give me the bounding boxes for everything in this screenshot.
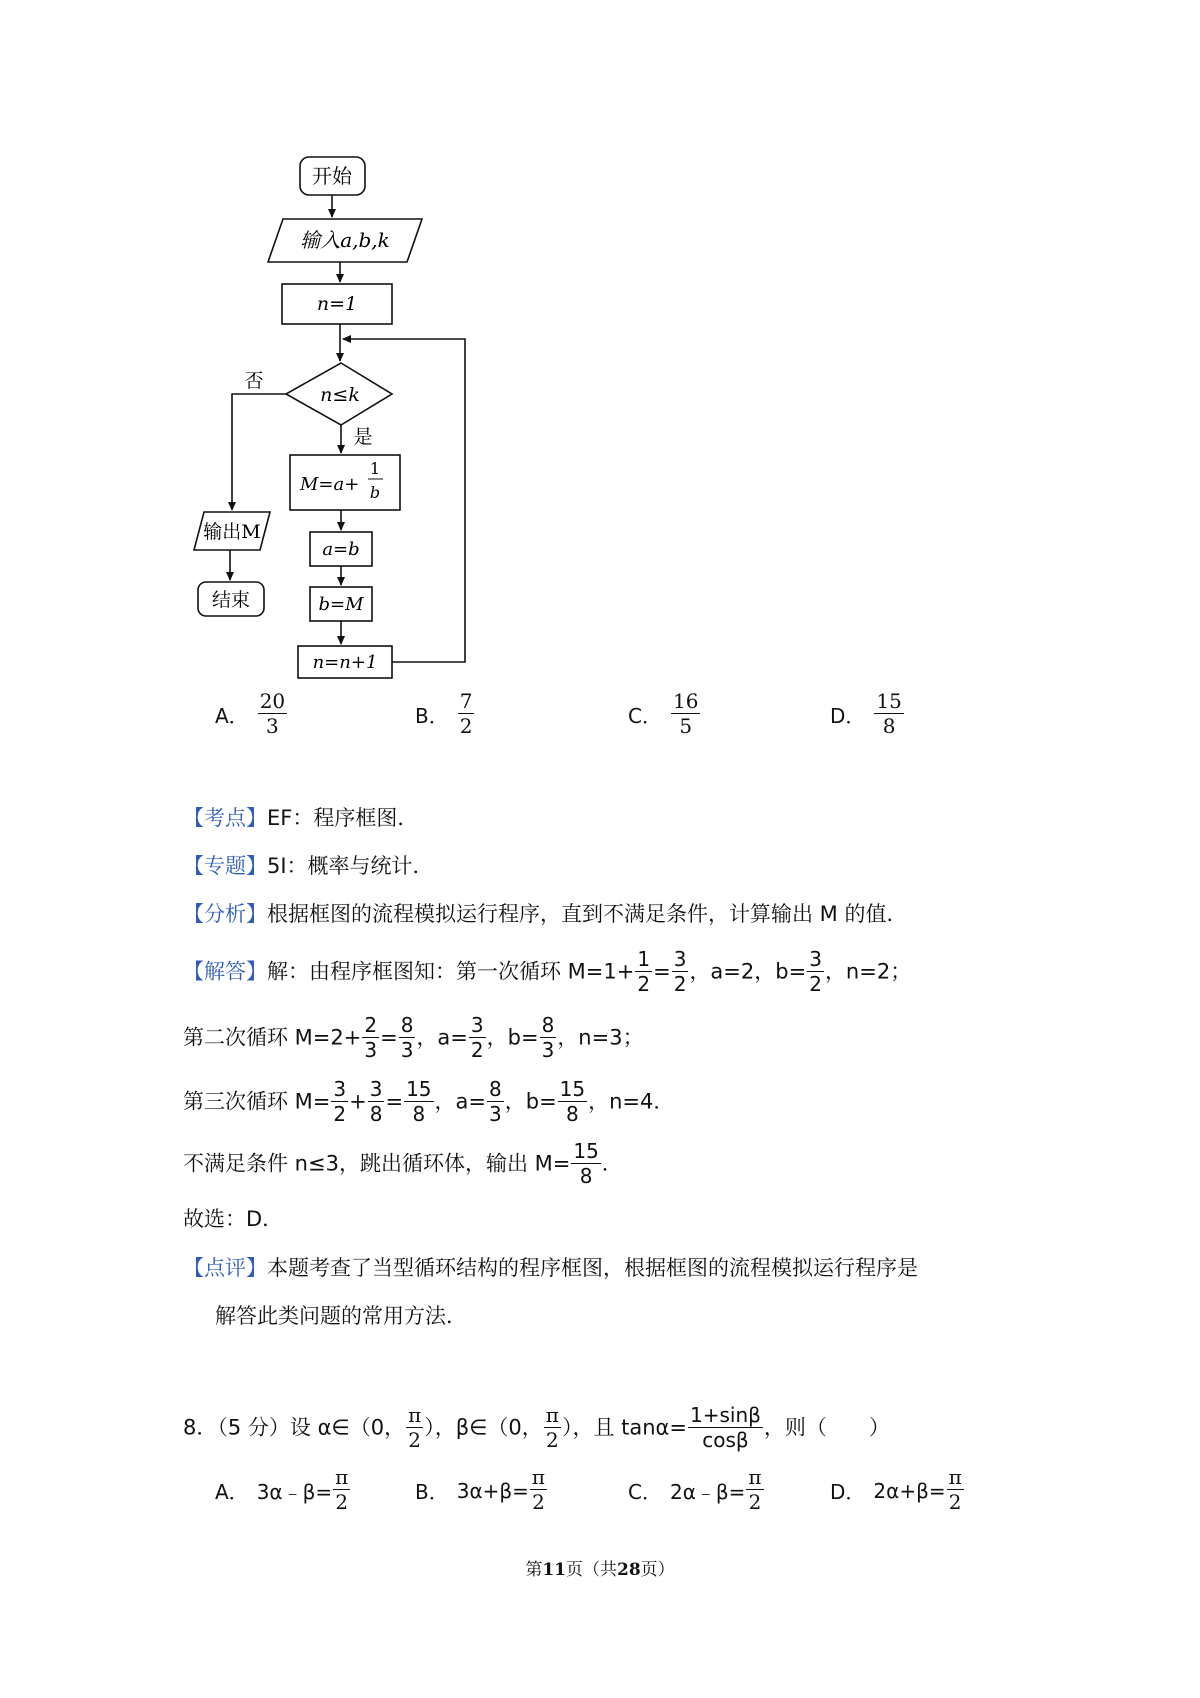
input-label: 输入a,b,k — [300, 228, 390, 252]
fraction-denominator: 3 — [400, 1038, 414, 1062]
option-label: B． — [415, 1480, 449, 1504]
option-expression: 3α﹣β= — [256, 1480, 333, 1504]
option-label: C． — [628, 1480, 662, 1504]
option-denominator: 2 — [459, 714, 473, 738]
fraction-numerator: 15 — [406, 1077, 432, 1101]
jieda-tag: 【解答】 — [183, 959, 267, 984]
pi-numerator: π — [531, 1465, 546, 1489]
equals-sign: = — [385, 1089, 404, 1114]
dianping-text: 本题考查了当型循环结构的程序框图，根据框图的流程模拟运行程序是 — [267, 1256, 918, 1280]
q8-option-b[interactable] — [415, 1465, 548, 1514]
fraction-denominator: 2 — [333, 1102, 347, 1126]
tan-numerator: 1+sinβ — [689, 1403, 761, 1427]
fraction-denominator: 3 — [489, 1102, 502, 1126]
q7-option-c[interactable] — [628, 689, 701, 738]
q8-stem-end: ，则（ ） — [763, 1415, 890, 1440]
zhuanti-line — [183, 852, 434, 880]
q8-option-c[interactable] — [628, 1465, 765, 1514]
dianping-tag: 【点评】 — [183, 1256, 267, 1280]
loop3-pre: 第三次循环 M= — [183, 1089, 331, 1114]
loop2-b: ，b= — [486, 1025, 539, 1050]
dianping-line-2: 解答此类问题的常用方法． — [215, 1304, 467, 1328]
fraction-denominator: 2 — [673, 972, 687, 996]
footer-page-number: 11 — [542, 1560, 566, 1580]
option-label: C． — [628, 704, 662, 728]
fraction-numerator: 1 — [637, 947, 651, 971]
dianping-line — [183, 1254, 918, 1282]
zhuanti-tag: 【专题】 — [183, 854, 267, 878]
kaodian-tag: 【考点】 — [183, 806, 267, 830]
jieda-end: ，n=2； — [824, 959, 912, 984]
tan-denominator: cosβ — [702, 1428, 749, 1452]
q8-stem-mid: ），β∈（0， — [424, 1415, 543, 1440]
fraction-numerator: 8 — [541, 1013, 555, 1037]
fraction-denominator: 8 — [369, 1102, 383, 1126]
q7-option-a[interactable] — [215, 689, 288, 738]
loop2-pre: 第二次循环 M=2+ — [183, 1025, 362, 1050]
fraction-denominator: 3 — [364, 1038, 378, 1062]
jieda-mid: ，a=2，b= — [689, 959, 807, 984]
fraction-numerator: 3 — [333, 1077, 347, 1101]
zhuanti-text: 5I：概率与统计． — [267, 854, 434, 878]
fraction-numerator: 8 — [489, 1077, 502, 1101]
fraction-numerator: 2 — [364, 1013, 378, 1037]
loop3-b: ，b= — [504, 1089, 557, 1114]
increment-label: n=n+1 — [312, 652, 378, 673]
fraction-numerator: 3 — [809, 947, 822, 971]
two-denominator: 2 — [532, 1490, 545, 1514]
conclusion-pre: 不满足条件 n≤3，跳出循环体，输出 M= — [183, 1151, 571, 1176]
equals-sign: = — [653, 959, 671, 984]
option-numerator: 15 — [876, 689, 902, 713]
condition-label: n≤k — [320, 384, 360, 406]
fraction-denominator: 8 — [566, 1102, 579, 1126]
two-denominator: 2 — [335, 1490, 349, 1514]
kaodian-line — [183, 804, 418, 832]
footer-pre: 第 — [525, 1560, 543, 1580]
fraction-denominator: 3 — [541, 1038, 555, 1062]
fraction-denominator: 2 — [470, 1038, 484, 1062]
loop3-line — [183, 1077, 675, 1126]
page-footer — [0, 1555, 1200, 1580]
fraction-numerator: 3 — [470, 1013, 484, 1037]
init-label: n=1 — [316, 293, 358, 315]
fraction-numerator: 15 — [559, 1077, 586, 1101]
q8-option-a[interactable] — [215, 1465, 351, 1514]
option-label: D． — [830, 704, 866, 728]
assign-b-label: b=M — [318, 594, 364, 615]
loop3-end: ，n=4． — [588, 1089, 675, 1114]
assign-m-numerator: 1 — [369, 459, 381, 478]
assign-a-label: a=b — [322, 539, 360, 560]
two-denominator: 2 — [748, 1490, 762, 1514]
loop3-a: ，a= — [434, 1089, 486, 1114]
option-numerator: 7 — [459, 689, 473, 713]
footer-post: 页） — [640, 1560, 675, 1580]
q8-stem-pre: 8．（5 分）设 α∈（0， — [183, 1415, 406, 1440]
fenxi-line — [183, 900, 907, 928]
loop2-a: ，a= — [416, 1025, 468, 1050]
loop2-end: ，n=3； — [557, 1025, 644, 1050]
option-label: A． — [215, 1480, 249, 1504]
start-label: 开始 — [312, 164, 352, 188]
fraction-denominator: 8 — [412, 1102, 426, 1126]
fraction-numerator: 3 — [369, 1077, 383, 1101]
fenxi-text: 根据框图的流程模拟运行程序，直到不满足条件，计算输出 M 的值． — [267, 902, 908, 926]
option-expression: 2α﹣β= — [669, 1480, 746, 1504]
fraction-numerator: 3 — [673, 947, 687, 971]
pi-numerator: π — [948, 1465, 962, 1489]
pi-numerator: π — [748, 1465, 762, 1489]
assign-m-denominator: b — [369, 483, 381, 502]
fraction-numerator: 15 — [573, 1139, 599, 1163]
output-label: 输出M — [203, 521, 261, 543]
fraction-denominator: 2 — [809, 972, 822, 996]
option-numerator: 16 — [672, 689, 699, 713]
two-denominator: 2 — [546, 1428, 559, 1452]
jieda-line — [183, 947, 912, 996]
pi-numerator: π — [545, 1403, 559, 1427]
two-denominator: 2 — [948, 1490, 962, 1514]
option-label: B． — [415, 704, 449, 728]
option-label: A． — [215, 704, 249, 728]
q7-option-d[interactable] — [830, 689, 905, 738]
option-label: D． — [830, 1480, 866, 1504]
option-denominator: 8 — [882, 714, 896, 738]
fraction-denominator: 8 — [579, 1164, 593, 1188]
fenxi-tag: 【分析】 — [183, 902, 267, 926]
equals-sign: = — [380, 1025, 398, 1050]
option-expression: 2α+β= — [873, 1478, 946, 1503]
loop2-line — [183, 1013, 644, 1062]
footer-total-pages: 28 — [617, 1560, 641, 1580]
program-flowchart — [0, 0, 1200, 700]
pi-numerator: π — [335, 1465, 349, 1489]
q7-option-b[interactable] — [415, 689, 475, 738]
option-denominator: 3 — [266, 714, 279, 738]
yes-branch-label: 是 — [353, 426, 373, 448]
pi-numerator: π — [408, 1403, 422, 1427]
q8-stem — [183, 1403, 890, 1452]
footer-mid: 页（共 — [566, 1560, 617, 1580]
two-denominator: 2 — [408, 1428, 422, 1452]
fraction-numerator: 8 — [400, 1013, 414, 1037]
end-label: 结束 — [211, 589, 251, 611]
assign-m-prefix: M=a+ — [300, 474, 360, 495]
kaodian-text: EF：程序框图． — [267, 806, 419, 830]
conclusion-line — [183, 1139, 623, 1188]
q8-stem-mid2: ），且 tanα= — [561, 1415, 687, 1440]
choice-line: 故选：D． — [183, 1207, 284, 1231]
plus-sign: + — [349, 1089, 367, 1114]
fraction-denominator: 2 — [637, 972, 651, 996]
conclusion-end: ． — [601, 1151, 623, 1176]
option-denominator: 5 — [679, 714, 693, 738]
jieda-pre: 解：由程序框图知：第一次循环 M=1+ — [267, 959, 635, 984]
no-branch-label: 否 — [244, 370, 264, 392]
option-expression: 3α+β= — [456, 1478, 529, 1503]
option-numerator: 20 — [259, 689, 286, 713]
q8-option-d[interactable] — [830, 1465, 965, 1514]
